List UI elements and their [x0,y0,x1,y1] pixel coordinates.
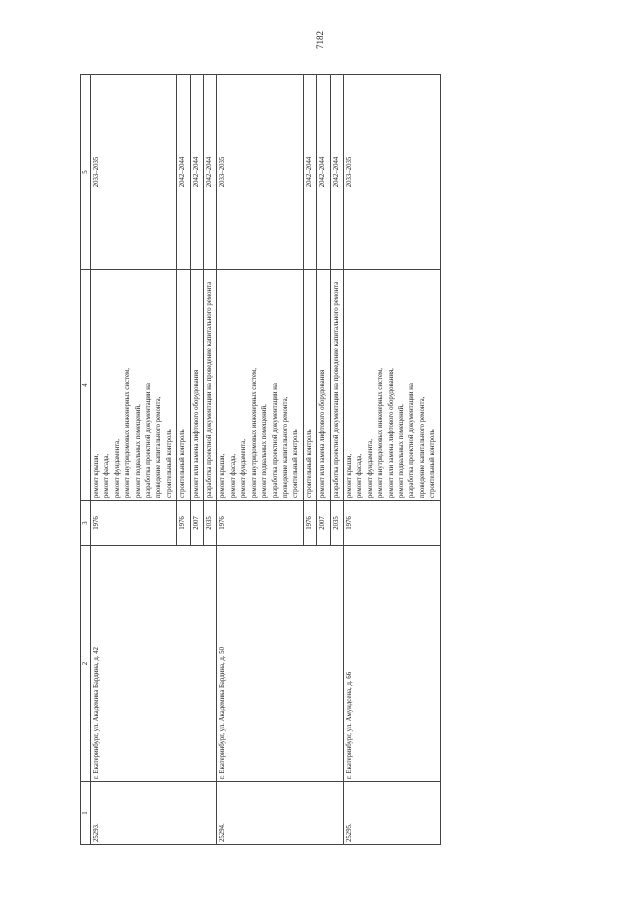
subrow-period: 2042–2044 [177,75,190,270]
work-line: ремонт фундамента, [240,439,248,498]
work-line: проведение капитального ремонта, [155,396,163,498]
row-number: 25293. [91,782,217,845]
work-line: разработка проектной документации на [408,383,416,498]
work-line: строительный контроль [165,429,173,498]
work-line: ремонт внутридомовых инженерных систем, [250,368,258,498]
row-address: г. Екатеринбург, ул. Академика Бардина, д. 42 [91,546,217,782]
subrow-work: строительный контроль [177,270,190,501]
subrow-year: 1976 [303,501,316,546]
work-line: ремонт подвальных помещений, [261,404,269,498]
work-line: ремонт фасада, [103,453,111,498]
work-line: строительный контроль [292,429,300,498]
subrow-period: 2042–2044 [330,75,343,270]
table-row [343,75,440,845]
row-period: 2033–2035 [217,75,303,270]
subrow-work: ремонт или замена лифтового оборудования [190,270,203,501]
subrow-period: 2042–2044 [317,75,330,270]
header-cell: 3 [81,501,91,546]
row-works [217,270,303,501]
work-line: проведение капитального ремонта, [418,396,426,498]
work-line: разработка проектной документации на [271,383,279,498]
subrow-work: ремонт или замена лифтового оборудования [317,270,330,501]
row-period: 2033–2035 [343,75,440,270]
work-line: ремонт крыши, [219,453,227,498]
subrow-year: 2007 [190,501,203,546]
repair-schedule-table [80,74,441,845]
subrow-year: 2035 [204,501,217,546]
work-line: ремонт подвальных помещений, [397,404,405,498]
row-works [343,270,440,501]
work-line: ремонт фундамента, [366,439,374,498]
row-period: 2033–2035 [91,75,177,270]
subrow-year: 2007 [317,501,330,546]
header-cell: 4 [81,270,91,501]
subrow-work: строительный контроль [303,270,316,501]
work-line: строительный контроль [429,429,437,498]
subrow-work: разработка проектной документации на проведение капитального ремонта [330,270,343,501]
work-line: ремонт крыши, [345,453,353,498]
work-line: ремонт крыши, [93,453,100,498]
page-number: 7182 [315,31,325,49]
header-cell: 1 [81,782,91,845]
subrow-work: разработка проектной документации на проведение капитального ремонта [204,270,217,501]
subrow-year: 2035 [330,501,343,546]
work-line: ремонт фасада, [229,453,237,498]
header-cell: 5 [81,75,91,270]
work-line: ремонт подвальных помещений, [134,404,142,498]
row-address: г. Екатеринбург, ул. Амундсена, д. 66 [343,546,440,782]
work-line: ремонт или замена лифтового оборудования, [387,368,395,498]
header-row [81,75,91,845]
work-line: проведение капитального ремонта, [281,396,289,498]
row-year: 1976 [91,501,177,546]
header-cell: 2 [81,546,91,782]
work-line: ремонт фасада, [356,453,364,498]
row-year: 1976 [217,501,303,546]
subrow-period: 2042–2044 [204,75,217,270]
subrow-period: 2042–2044 [190,75,203,270]
table-row [91,75,177,845]
work-line: ремонт фундамента, [113,439,121,498]
row-address: г. Екатеринбург, ул. Академика Бардина, д. 50 [217,546,343,782]
row-year: 1976 [343,501,440,546]
table-row [217,75,303,845]
work-line: ремонт внутридомовых инженерных систем, [124,368,132,498]
row-number: 25294. [217,782,343,845]
rotated-table-container [80,80,520,845]
work-line: ремонт внутридомовых инженерных систем, [377,368,385,498]
subrow-period: 2042–2044 [303,75,316,270]
subrow-year: 1976 [177,501,190,546]
work-line: разработка проектной документации на [145,383,153,498]
row-number: 25295. [343,782,440,845]
row-works [91,270,177,501]
